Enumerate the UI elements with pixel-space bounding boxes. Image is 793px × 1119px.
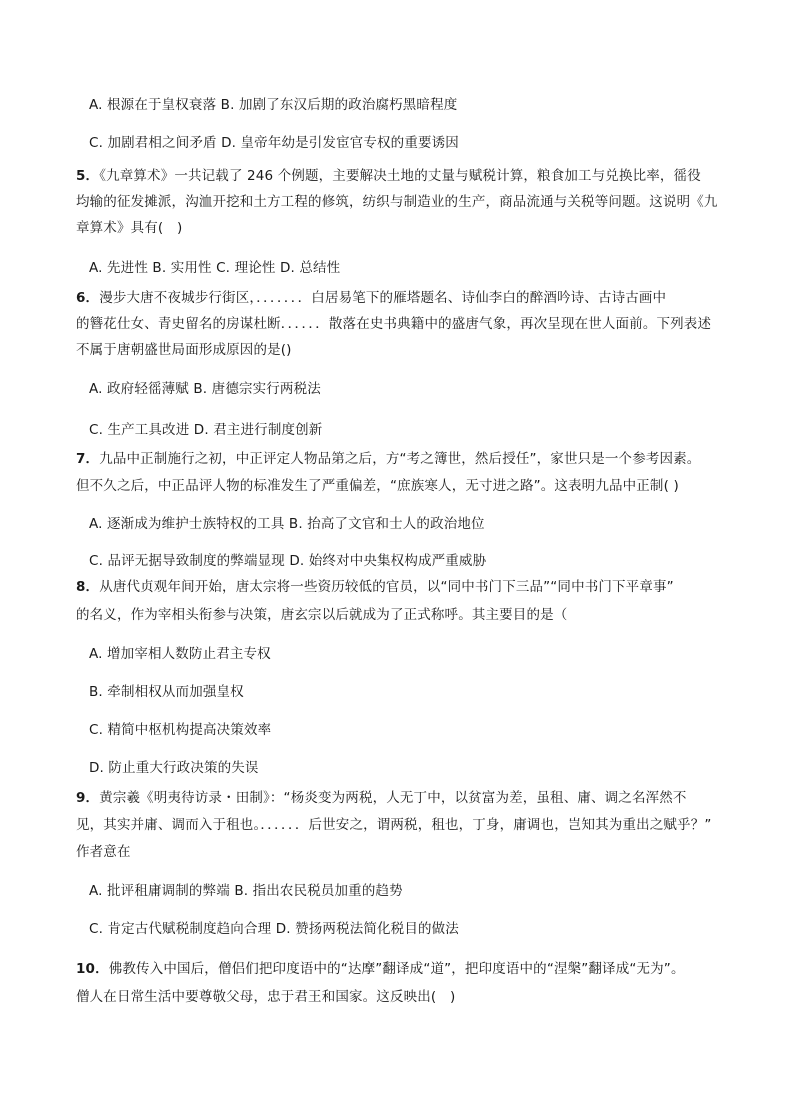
question-5-text-1: 《九章算术》一共记载了 246 个例题，主要解决土地的丈量与赋税计算，粮食加工与兑换比率，徭役 — [99, 168, 701, 184]
q8-option-b: B. 牵制相权从而加强皇权 — [89, 684, 244, 700]
question-7-line-2: 但不久之后，中正品评人物的标准发生了严重偏差，“庶族寒人，无寸进之路”。这表明九品中正制( ) — [76, 478, 679, 494]
question-5-line-3: 章算术》具有( ) — [76, 220, 183, 236]
question-10-line-1 — [76, 960, 685, 978]
question-9-line-1 — [76, 789, 687, 807]
question-6-number: 6． — [76, 290, 100, 306]
q8-option-d: D. 防止重大行政决策的失误 — [89, 760, 259, 776]
question-7-text-1: 九品中正制施行之初，中正评定人物品第之后，方“考之簿世，然后授任”，家世只是一个参考因素。 — [99, 451, 701, 467]
question-7-line-1 — [76, 450, 700, 468]
question-8-text-1: 从唐代贞观年间开始，唐太宗将一些资历较低的官员，以“同中书门下三品”“同中书门下平章事” — [99, 579, 674, 595]
q8-option-c: C. 精简中枢机构提高决策效率 — [89, 722, 272, 738]
question-5-line-2: 均输的征发摊派，沟洫开挖和土方工程的修筑，纺织与制造业的生产，商品流通与关税等问题。这说明《九 — [76, 194, 718, 210]
q6-option-line-2: C. 生产工具改进 D. 君主进行制度创新 — [89, 422, 323, 438]
question-10-text-1: 佛教传入中国后，僧侣们把印度语中的“达摩”翻译成“道”，把印度语中的“涅槃”翻译成“无为”。 — [108, 961, 685, 977]
question-7-number: 7． — [76, 451, 100, 467]
q9-option-line-2: C. 肯定古代赋税制度趋向合理 D. 赞扬两税法简化税目的做法 — [89, 921, 459, 937]
q9-option-line-1: A. 批评租庸调制的弊端 B. 指出农民税员加重的趋势 — [89, 883, 403, 899]
question-6-line-2: 的簪花仕女、青史留名的房谋杜断．．．．．．散落在史书典籍中的盛唐气象，再次呈现在世人面前。下列表述 — [76, 316, 712, 332]
q7-option-line-1: A. 逐渐成为维护士族特权的工具 B. 抬高了文官和士人的政治地位 — [89, 516, 485, 532]
question-6-line-3: 不属于唐朝盛世局面形成原因的是() — [76, 342, 292, 358]
question-5-number: 5． — [76, 168, 100, 184]
question-6-text-1: 漫步大唐不夜城步行街区，．．．．．．．白居易笔下的雁塔题名、诗仙李白的醉酒吟诗、古诗古画中 — [99, 290, 667, 306]
question-9-number: 9． — [76, 790, 100, 806]
question-8-line-2: 的名义，作为宰相头衔参与决策，唐玄宗以后就成为了正式称呼。其主要目的是（ — [76, 607, 568, 623]
q7-option-line-2: C. 品评无据导致制度的弊端显现 D. 始终对中央集权构成严重威胁 — [89, 553, 487, 569]
q8-option-a: A. 增加宰相人数防止君主专权 — [89, 646, 271, 662]
q4-option-line-1: A. 根源在于皇权衰落 B. 加剧了东汉后期的政治腐朽黑暗程度 — [89, 97, 458, 113]
question-9-text-1: 黄宗羲《明夷待访录・田制》：“杨炎变为两税，人无丁中，以贫富为差，虽租、庸、调之名浑然不 — [99, 790, 687, 806]
question-10-line-2: 僧人在日常生活中要尊敬父母，忠于君王和国家。这反映出( ) — [76, 989, 456, 1005]
question-9-line-3: 作者意在 — [76, 844, 131, 860]
question-8-line-1 — [76, 578, 674, 596]
question-6-line-1 — [76, 289, 666, 307]
question-9-line-2: 见，其实并庸、调而入于租也。．．．．．．后世安之，谓两税，租也，丁身，庸调也，岂知其为重出之赋乎？” — [76, 817, 712, 833]
q4-option-line-2: C. 加剧君相之间矛盾 D. 皇帝年幼是引发宦官专权的重要诱因 — [89, 135, 459, 151]
question-8-number: 8． — [76, 579, 100, 595]
q6-option-line-1: A. 政府轻徭薄赋 B. 唐德宗实行两税法 — [89, 381, 321, 397]
q5-option-line-1: A. 先进性 B. 实用性 C. 理论性 D. 总结性 — [89, 260, 341, 276]
question-5-line-1 — [76, 167, 701, 185]
question-10-number: 10． — [76, 961, 109, 977]
